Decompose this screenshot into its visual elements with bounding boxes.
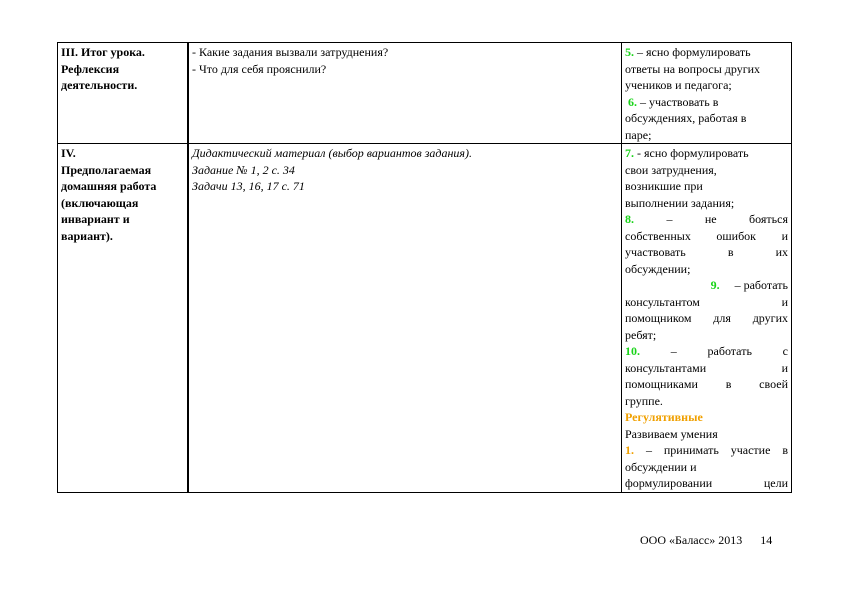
outcome-text: – работать с xyxy=(670,344,788,358)
footer-publisher: ООО «Баласс» 2013 xyxy=(640,533,743,547)
content-line: Дидактический материал (выбор вариантов задания). xyxy=(192,146,472,160)
stage-line: домашняя работа xyxy=(61,179,157,193)
page-number: 14 xyxy=(760,533,773,547)
outcome-item xyxy=(625,44,788,61)
stage-line: деятельности. xyxy=(61,78,138,92)
stage-cell xyxy=(58,43,189,144)
outcome-number: 5. xyxy=(625,45,634,59)
regulative-heading: Регулятивные xyxy=(625,410,703,424)
stage-line: вариант). xyxy=(61,228,113,243)
outcome-text: – не бояться xyxy=(666,212,788,226)
outcome-item xyxy=(625,94,788,111)
stage-cell xyxy=(58,144,189,493)
stage-line: Предполагаемая xyxy=(61,162,152,177)
outcome-text: – участвовать в xyxy=(640,94,719,109)
outcome-number: 9. xyxy=(710,278,720,292)
outcome-text: – принимать участие в xyxy=(645,443,789,457)
table-row xyxy=(58,144,792,493)
outcome-text: обсуждениях, работая в xyxy=(625,111,747,125)
content-cell xyxy=(188,144,622,493)
outcome-item xyxy=(625,343,788,360)
outcome-item xyxy=(625,211,788,228)
outcome-text: помощником для других xyxy=(625,311,788,325)
outcome-text: собственных ошибок и xyxy=(625,228,788,243)
outcome-text: формулировании цели xyxy=(625,476,788,490)
regulative-subheading: Развиваем умения xyxy=(625,426,718,441)
outcome-text: возникшие при xyxy=(625,179,703,193)
outcome-number: 7. xyxy=(625,146,634,160)
stage-line: III. Итог урока. xyxy=(61,45,145,59)
outcome-text: участвовать в их xyxy=(625,245,788,259)
outcome-item xyxy=(625,145,788,162)
table-row xyxy=(58,43,792,144)
stage-line: Рефлексия xyxy=(61,61,120,76)
outcome-text: – ясно формулировать xyxy=(637,45,751,59)
outcomes-cell xyxy=(622,144,792,493)
outcome-number: 6. xyxy=(628,94,637,109)
outcome-text: паре; xyxy=(625,127,652,142)
outcome-text: - ясно формулировать xyxy=(637,146,749,160)
outcome-text: обсуждении и xyxy=(625,459,697,474)
content-cell xyxy=(188,43,622,144)
content-line: - Какие задания вызвали затруднения? xyxy=(192,45,389,59)
stage-line: инвариант и xyxy=(61,212,130,226)
stage-line: (включающая xyxy=(61,195,139,210)
outcome-number: 8. xyxy=(625,212,634,226)
outcome-text: ответы на вопросы других xyxy=(625,61,761,76)
content-line: Задание № 1, 2 с. 34 xyxy=(192,162,295,177)
outcome-text: ребят; xyxy=(625,327,657,342)
outcome-text: помощниками в своей xyxy=(625,377,788,391)
outcome-text: группе. xyxy=(625,393,663,408)
outcome-text: свои затруднения, xyxy=(625,162,717,177)
content-line: Задачи 13, 16, 17 с. 71 xyxy=(192,179,305,193)
outcomes-cell xyxy=(622,43,792,144)
outcome-text: консультантом и xyxy=(625,294,788,309)
outcome-number: 10. xyxy=(625,344,640,358)
outcome-number: 1. xyxy=(625,443,634,457)
lesson-plan-table xyxy=(57,42,792,493)
stage-line: IV. xyxy=(61,146,76,160)
outcome-text: консультантами и xyxy=(625,360,788,375)
outcome-item xyxy=(625,442,788,459)
outcome-text: – работать xyxy=(734,278,788,292)
outcome-text: учеников и педагога; xyxy=(625,78,732,92)
outcome-item xyxy=(625,277,788,294)
page-footer xyxy=(640,533,772,548)
outcome-text: выполнении задания; xyxy=(625,195,735,210)
outcome-text: обсуждении; xyxy=(625,261,691,276)
content-line: - Что для себя прояснили? xyxy=(192,61,327,76)
